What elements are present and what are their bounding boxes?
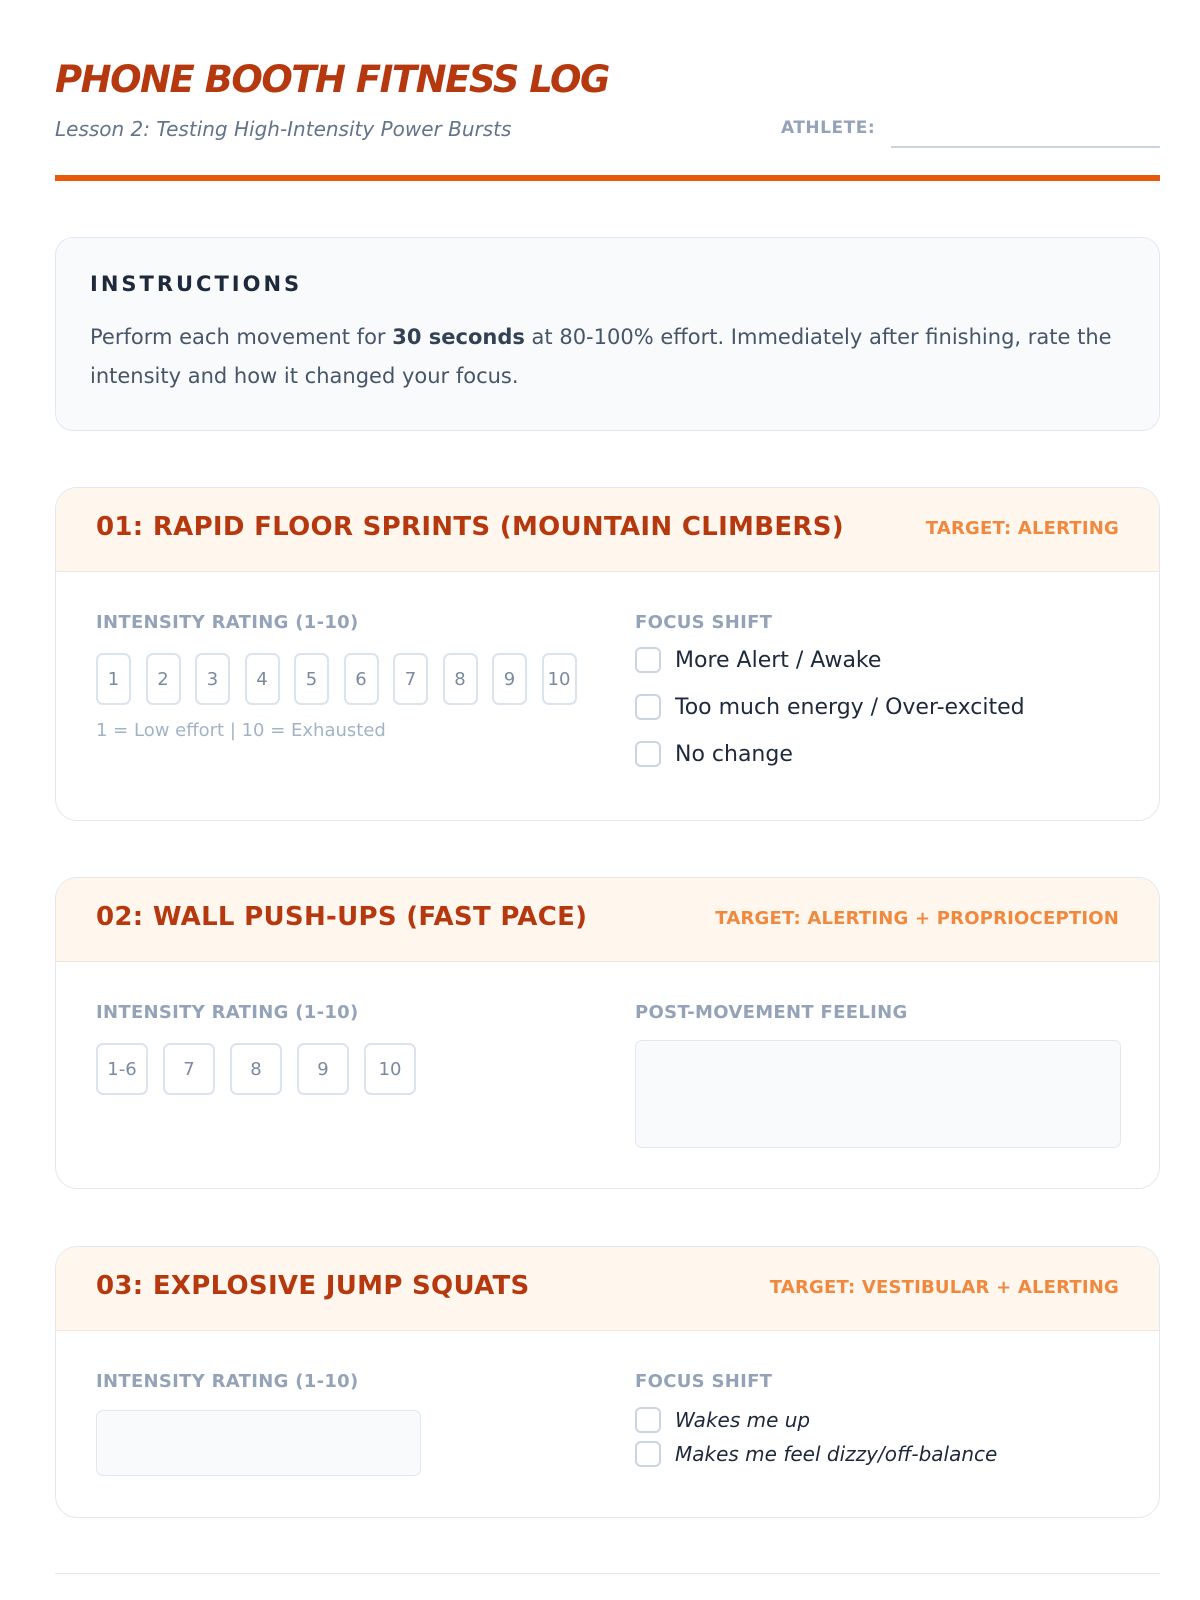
option-label: More Alert / Awake	[675, 647, 882, 673]
exercise-title: 01: RAPID FLOOR SPRINTS (MOUNTAIN CLIMBERS)	[96, 512, 844, 542]
checkbox[interactable]	[635, 647, 661, 673]
instructions-duration: 30 seconds	[392, 325, 525, 349]
rating-option-7[interactable]: 7	[163, 1043, 215, 1095]
exercise-card-3	[55, 1246, 1160, 1518]
page-subtitle: Lesson 2: Testing High-Intensity Power Bursts	[55, 117, 512, 141]
rating-option-6[interactable]: 6	[344, 653, 379, 705]
exercise-target: TARGET: ALERTING + PROPRIOCEPTION	[715, 908, 1119, 929]
focus-option-alert[interactable]	[635, 647, 881, 673]
option-label: No change	[675, 741, 793, 767]
checkbox[interactable]	[635, 1441, 661, 1467]
focus-option-dizzy[interactable]	[635, 1441, 997, 1467]
rating-option-10[interactable]: 10	[542, 653, 577, 705]
rating-option-7[interactable]: 7	[393, 653, 428, 705]
footer-divider	[55, 1573, 1160, 1574]
athlete-label: ATHLETE:	[781, 118, 876, 138]
rating-option-4[interactable]: 4	[245, 653, 280, 705]
option-label: Too much energy / Over-excited	[675, 694, 1025, 720]
intensity-rating-label: INTENSITY RATING (1-10)	[96, 612, 359, 633]
intensity-rating-options	[96, 1043, 416, 1095]
instructions-text-end: at 80-100% effort. Immediately after finishing, rate the intensity and how it changed your focus.	[90, 325, 1112, 388]
instructions-text	[90, 318, 1125, 396]
exercise-title: 03: EXPLOSIVE JUMP SQUATS	[96, 1271, 530, 1301]
focus-shift-label: FOCUS SHIFT	[635, 612, 773, 633]
exercise-header	[56, 488, 1159, 572]
rating-option-9[interactable]: 9	[297, 1043, 349, 1095]
intensity-rating-label: INTENSITY RATING (1-10)	[96, 1371, 359, 1392]
checkbox[interactable]	[635, 694, 661, 720]
focus-option-no-change[interactable]	[635, 741, 793, 767]
rating-option-8[interactable]: 8	[230, 1043, 282, 1095]
exercise-card-1	[55, 487, 1160, 821]
page-title: PHONE BOOTH FITNESS LOG	[55, 58, 609, 101]
checkbox[interactable]	[635, 1407, 661, 1433]
focus-option-over-excited[interactable]	[635, 694, 1025, 720]
focus-option-wakes-up[interactable]	[635, 1407, 810, 1433]
rating-scale-note: 1 = Low effort | 10 = Exhausted	[96, 720, 386, 741]
instructions-panel	[55, 237, 1160, 431]
rating-option-2[interactable]: 2	[146, 653, 181, 705]
intensity-rating-input[interactable]	[96, 1410, 421, 1476]
header-divider	[55, 175, 1160, 181]
instructions-text-start: Perform each movement for	[90, 325, 393, 349]
exercise-header	[56, 1247, 1159, 1331]
rating-option-3[interactable]: 3	[195, 653, 230, 705]
instructions-heading: INSTRUCTIONS	[90, 272, 303, 296]
option-label: Makes me feel dizzy/off-balance	[675, 1442, 998, 1466]
rating-option-9[interactable]: 9	[492, 653, 527, 705]
exercise-card-2	[55, 877, 1160, 1189]
post-movement-feeling-input[interactable]	[635, 1040, 1121, 1148]
exercise-title: 02: WALL PUSH-UPS (FAST PACE)	[96, 902, 588, 932]
exercise-target: TARGET: ALERTING	[925, 518, 1119, 539]
rating-option-5[interactable]: 5	[294, 653, 329, 705]
rating-option-1[interactable]: 1	[96, 653, 131, 705]
post-movement-feeling-label: POST-MOVEMENT FEELING	[635, 1002, 908, 1023]
exercise-target: TARGET: VESTIBULAR + ALERTING	[769, 1277, 1119, 1298]
intensity-rating-options	[96, 653, 577, 705]
exercise-header	[56, 878, 1159, 962]
focus-shift-label: FOCUS SHIFT	[635, 1371, 773, 1392]
intensity-rating-label: INTENSITY RATING (1-10)	[96, 1002, 359, 1023]
athlete-name-field[interactable]	[891, 146, 1160, 148]
rating-option-1-6[interactable]: 1-6	[96, 1043, 148, 1095]
checkbox[interactable]	[635, 741, 661, 767]
option-label: Wakes me up	[675, 1408, 811, 1432]
rating-option-10[interactable]: 10	[364, 1043, 416, 1095]
rating-option-8[interactable]: 8	[443, 653, 478, 705]
